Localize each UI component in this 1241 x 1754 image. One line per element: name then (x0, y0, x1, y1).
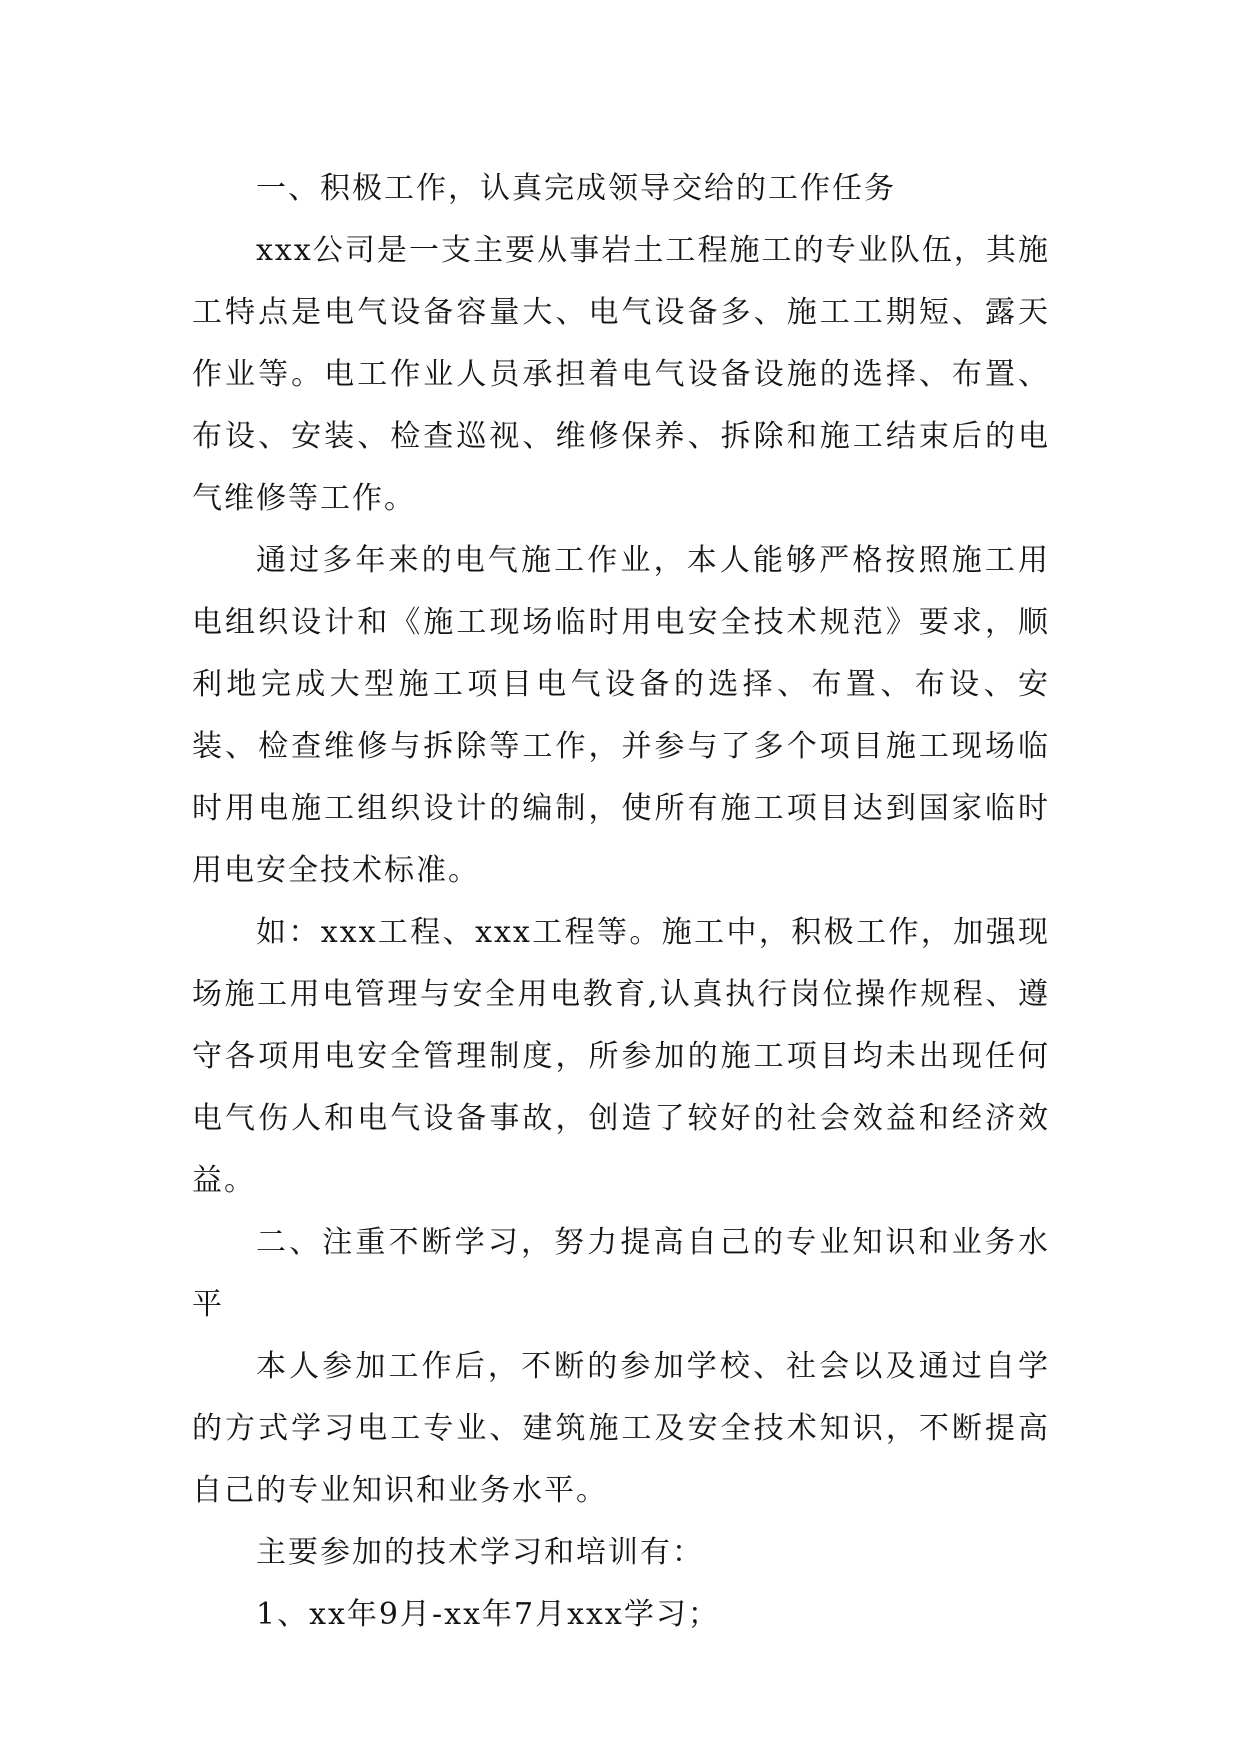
list-item-training-1: 1、xx年9月-xx年7月xxx学习； (256, 1597, 720, 1632)
section-heading-2: 二、注重不断学习，努力提高自己的专业知识和业务水平 (192, 1225, 1050, 1322)
paragraph-study: 本人参加工作后，不断的参加学校、社会以及通过自学的方式学习电工专业、建筑施工及安全技术知识，不断提高自己的专业知识和业务水平。 (192, 1349, 1050, 1508)
section-heading-1: 一、积极工作，认真完成领导交给的工作任务 (256, 171, 896, 206)
paragraph-company-intro: xxx公司是一支主要从事岩土工程施工的专业队伍，其施工特点是电气设备容量大、电气设备多、施工工期短、露天作业等。电工作业人员承担着电气设备设施的选择、布置、布设、安装、检查巡视、维修保养、拆除和施工结束后的电气维修等工作。 (192, 233, 1050, 516)
paragraph-work-experience: 通过多年来的电气施工作业，本人能够严格按照施工用电组织设计和《施工现场临时用电安全技术规范》要求，顺利地完成大型施工项目电气设备的选择、布置、布设、安装、检查维修与拆除等工作，并参与了多个项目施工现场临时用电施工组织设计的编制，使所有施工项目达到国家临时用电安全技术标准。 (192, 543, 1050, 888)
paragraph-projects: 如：xxx工程、xxx工程等。施工中，积极工作，加强现场施工用电管理与安全用电教育,认真执行岗位操作规程、遵守各项用电安全管理制度，所参加的施工项目均未出现任何电气伤人和电气设备事故，创造了较好的社会效益和经济效益。 (192, 915, 1050, 1198)
document-body (192, 158, 1050, 1646)
paragraph-training-intro: 主要参加的技术学习和培训有： (256, 1535, 704, 1570)
